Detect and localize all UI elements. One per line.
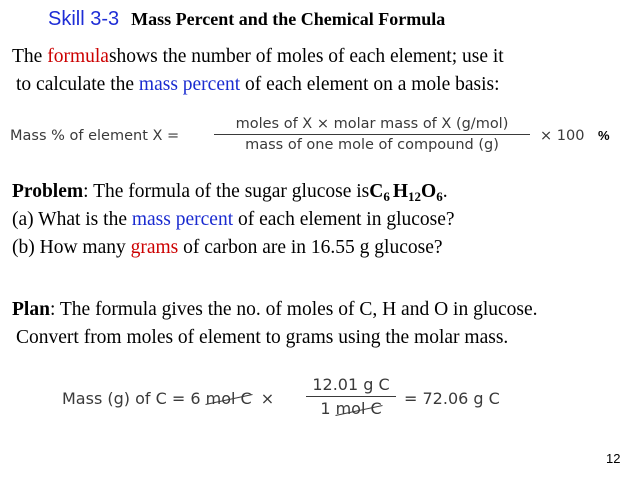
problem-part-a: [12, 208, 455, 232]
equation-lhs: Mass % of element X =: [10, 128, 180, 144]
equation-numerator: moles of X × molar mass of X (g/mol): [235, 116, 509, 132]
part-b-text: of carbon are in 16.55 g glucose?: [183, 237, 443, 258]
conversion-denominator: 1 mol C: [320, 399, 382, 419]
part-a-text: of each element in glucose?: [238, 209, 455, 230]
keyword-grams: grams: [130, 237, 179, 258]
intro-text: of each element on a mole basis:: [245, 74, 500, 95]
intro-text: The: [12, 46, 43, 67]
equation-fraction: [214, 116, 530, 153]
slide-title: Mass Percent and the Chemical Formula: [131, 9, 446, 29]
plan-text: Convert from moles of element to grams using the molar mass.: [16, 327, 509, 348]
cancelled-unit: mol C: [205, 389, 252, 408]
keyword-mass-percent: mass percent: [138, 74, 241, 95]
intro-line-1: [12, 45, 504, 69]
conversion-numerator: 12.01 g C: [312, 375, 390, 394]
problem-statement: Problem: The formula of the sugar glucose isC$_6$ $H_{12}O_6$.: [12, 181, 448, 204]
intro-text: shows the number of moles of each element; use it: [108, 46, 504, 67]
equation2-lhs: Mass (g) of C = 6 mol C ×: [62, 389, 275, 408]
slide-header: [48, 8, 445, 31]
equation2-result: = 72.06 g C: [404, 389, 500, 408]
percent-sign: %: [598, 128, 610, 143]
part-a-text: (a) What is the: [12, 209, 127, 230]
fraction-bar: [306, 396, 396, 397]
plan-line-1: [12, 298, 538, 322]
problem-part-b: [12, 236, 443, 260]
intro-line-2: [16, 73, 500, 97]
problem-label: Problem: [12, 181, 84, 202]
part-b-text: (b) How many: [12, 237, 126, 258]
keyword-mass-percent-2: mass percent: [131, 209, 234, 230]
conversion-fraction: [306, 375, 396, 418]
glucose-formula: $C_6$ $H_{12}O_6$: [369, 181, 443, 204]
carbon-mass-equation: [0, 370, 640, 430]
fraction-bar: [214, 134, 530, 135]
equation-multiplier: × 100: [540, 128, 585, 144]
plan-label: Plan: [12, 299, 50, 320]
equation-denominator: mass of one mole of compound (g): [245, 137, 499, 154]
keyword-formula: formula: [47, 46, 109, 67]
plan-line-2: [16, 326, 508, 350]
plan-text: : The formula gives the no. of moles of C, H and O in glucose.: [49, 299, 538, 320]
skill-label: Skill 3-3: [48, 8, 120, 30]
problem-text: : The formula of the sugar glucose is: [83, 181, 370, 202]
cancelled-unit: mol C: [335, 399, 382, 419]
mass-percent-equation: [0, 110, 640, 170]
intro-text: to calculate the: [16, 74, 135, 95]
page-number: 12: [606, 451, 621, 466]
